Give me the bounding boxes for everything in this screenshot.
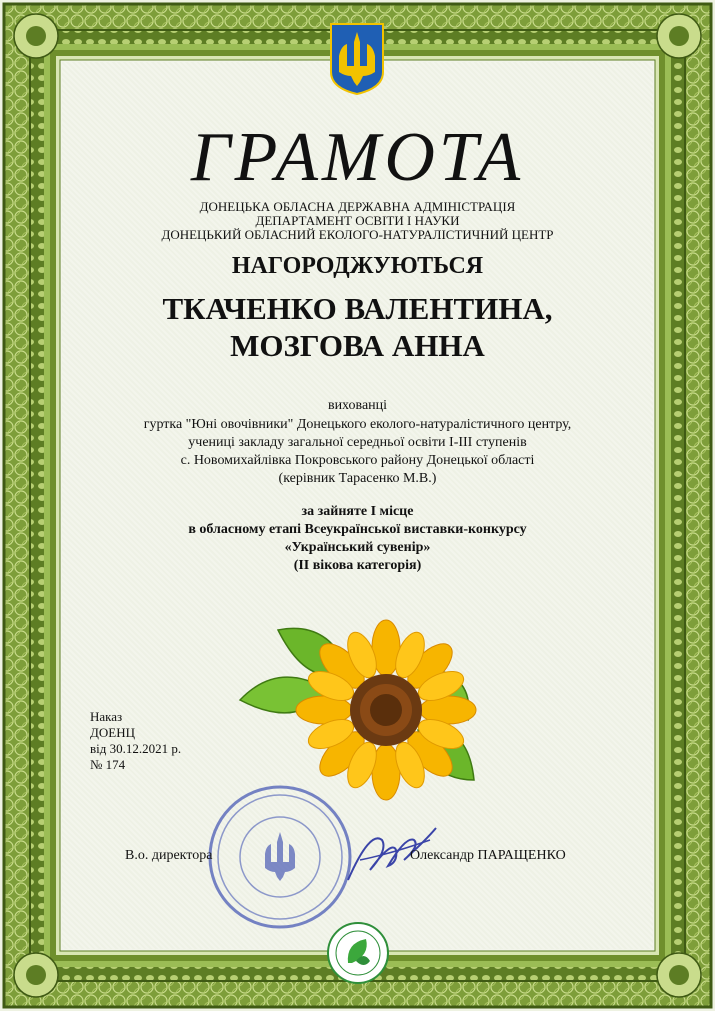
description-line: гуртка "Юні овочівники" Донецького еколого-натуралістичного центру, [143, 417, 572, 432]
order-number: № 174 [90, 757, 126, 772]
eco-center-logo-icon [326, 921, 390, 985]
certificate-title: ГРАМОТА [190, 119, 525, 196]
order-issuer: ДОЕНЦ [90, 725, 135, 740]
merit-line: за зайняте І місце [301, 504, 414, 519]
description-line: с. Новомихайлівка Покровського району Донецької області [180, 453, 535, 468]
organization-line: ДЕПАРТАМЕНТ ОСВІТИ І НАУКИ [255, 213, 460, 228]
pupils-label: вихованці [327, 398, 388, 413]
round-stamp-icon [205, 782, 355, 932]
order-reference [90, 709, 181, 773]
sunflower-icon [238, 610, 478, 810]
merit-line: «Український сувенір» [284, 540, 431, 555]
recipient-name: МОЗГОВА АННА [230, 328, 485, 363]
organization-line: ДОНЕЦЬКА ОБЛАСНА ДЕРЖАВНА АДМІНІСТРАЦІЯ [199, 199, 516, 214]
awarded-heading: НАГОРОДЖУЮТЬСЯ [231, 253, 484, 279]
director-name: Олександр ПАРАЩЕНКО [410, 848, 566, 863]
order-label: Наказ [90, 709, 123, 724]
merit-line: (ІІ вікова категорія) [293, 558, 422, 573]
recipient-name: ТКАЧЕНКО ВАЛЕНТИНА, [162, 291, 553, 326]
trident-emblem-icon [329, 22, 385, 96]
merit-line: в обласному етапі Всеукраїнської виставки-конкурсу [188, 522, 527, 537]
director-title: В.о. директора [125, 848, 213, 863]
organization-line: ДОНЕЦЬКИЙ ОБЛАСНИЙ ЕКОЛОГО-НАТУРАЛІСТИЧНИЙ ЦЕНТР [161, 227, 554, 242]
order-date: від 30.12.2021 р. [90, 741, 182, 756]
description-line: учениці закладу загальної середньої освіти І-ІІІ ступенів [188, 435, 527, 450]
description-line: (керівник Тарасенко М.В.) [278, 471, 437, 486]
